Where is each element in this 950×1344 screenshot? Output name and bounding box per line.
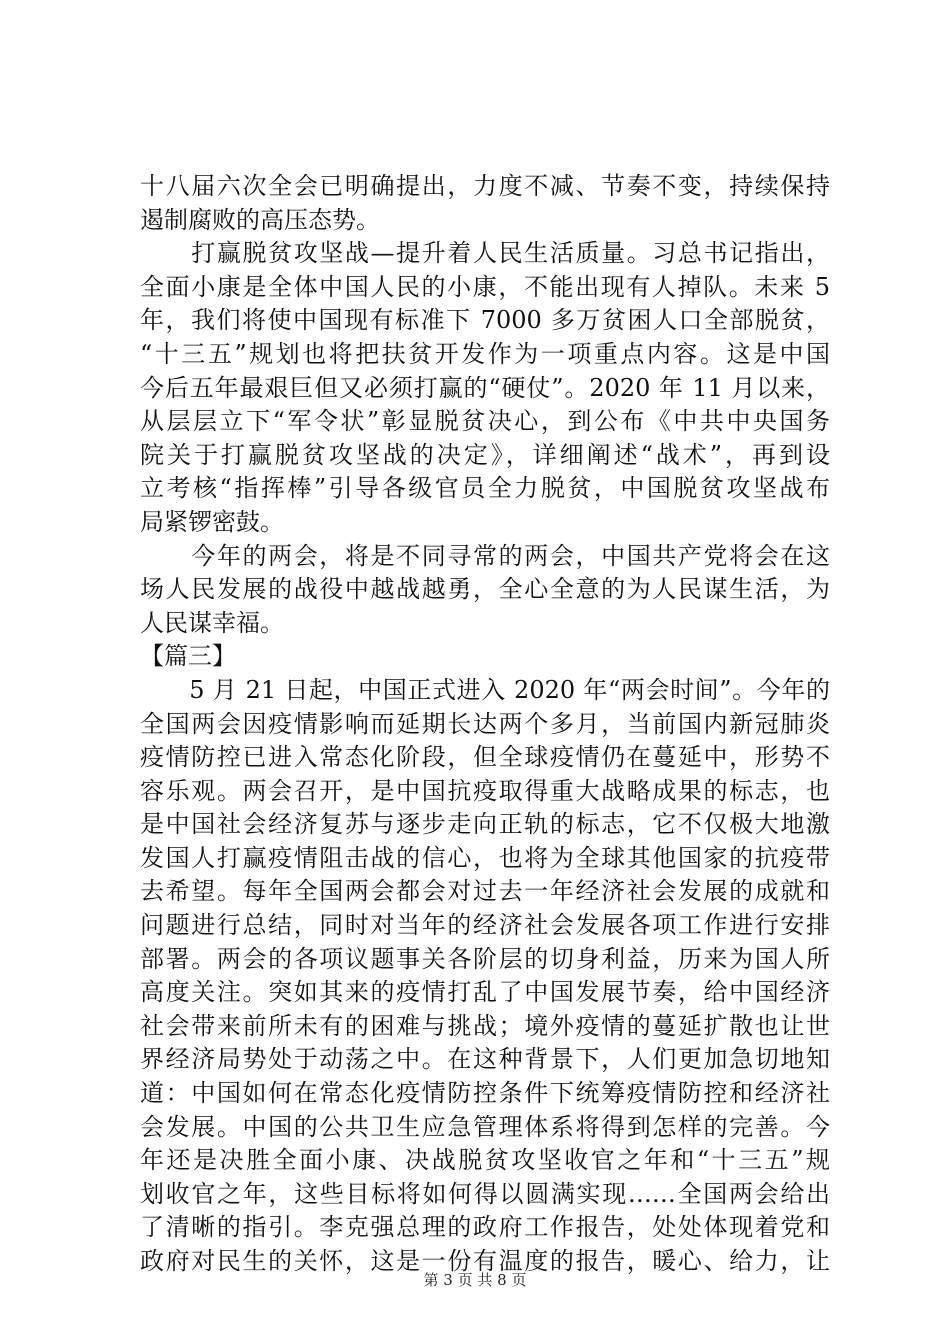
text-line: 今年的两会，将是不同寻常的两会，中国共产党将会在这 xyxy=(140,541,830,570)
text-line: 容乐观。两会召开，是中国抗疫取得重大战略成果的标志，也 xyxy=(140,776,830,805)
text-line: 局紧锣密鼓。 xyxy=(140,507,284,536)
text-line: 打赢脱贫攻坚战—提升着人民生活质量。习总书记指出， xyxy=(140,239,830,268)
text-line: 人民谋幸福。 xyxy=(140,608,284,637)
text-line: “十三五”规划也将把扶贫开发作为一项重点内容。这是中国 xyxy=(140,339,830,368)
text-line: 去希望。每年全国两会都会对过去一年经济社会发展的成就和 xyxy=(140,877,830,906)
text-line: 全国两会因疫情影响而延期长达两个多月，当前国内新冠肺炎 xyxy=(140,709,830,738)
text-line: 高度关注。突如其来的疫情打乱了中国发展节奏，给中国经济 xyxy=(140,978,830,1007)
text-line: 界经济局势处于动荡之中。在这种背景下，人们更加急切地知 xyxy=(140,1045,830,1074)
text-line: 社会带来前所未有的困难与挑战；境外疫情的蔓延扩散也让世 xyxy=(140,1011,830,1040)
text-line: 道：中国如何在常态化疫情防控条件下统筹疫情防控和经济社 xyxy=(140,1079,830,1108)
text-line: 从层层立下“军令状”彰显脱贫决心，到公布《中共中央国务 xyxy=(140,407,830,436)
text-line: 年还是决胜全面小康、决战脱贫攻坚收官之年和“十三五”规 xyxy=(140,1146,830,1175)
text-line: 划收官之年，这些目标将如何得以圆满实现……全国两会给出 xyxy=(140,1179,830,1208)
text-line: 会发展。中国的公共卫生应急管理体系将得到怎样的完善。今 xyxy=(140,1112,830,1141)
text-line: 全面小康是全体中国人民的小康，不能出现有人掉队。未来 5 xyxy=(140,272,830,301)
text-line: 疫情防控已进入常态化阶段，但全球疫情仍在蔓延中，形势不 xyxy=(140,743,830,772)
text-line: 十八届六次全会已明确提出，力度不减、节奏不变，持续保持 xyxy=(140,172,830,200)
text-line: 5 月 21 日起，中国正式进入 2020 年“两会时间”。今年的 xyxy=(140,675,830,704)
text-line: 问题进行总结，同时对当年的经济社会发展各项工作进行安排 xyxy=(140,911,830,940)
body-text xyxy=(140,170,830,1279)
text-line: 场人民发展的战役中越战越勇，全心全意的为人民谋生活，为 xyxy=(140,575,830,604)
page-footer: 第 3 页 共 8 页 xyxy=(423,1271,527,1289)
text-line: 了清晰的指引。李克强总理的政府工作报告，处处体现着党和 xyxy=(140,1213,830,1242)
text-line: 发国人打赢疫情阻击战的信心，也将为全球其他国家的抗疫带 xyxy=(140,843,830,872)
text-line: 部署。两会的各项议题事关各阶层的切身利益，历来为国人所 xyxy=(140,944,830,973)
text-line: 立考核“指挥棒”引导各级官员全力脱贫，中国脱贫攻坚战布 xyxy=(140,474,830,503)
text-line: 院关于打赢脱贫攻坚战的决定》，详细阐述“战术”，再到设 xyxy=(140,440,830,469)
text-line: 年，我们将使中国现有标准下 7000 多万贫困人口全部脱贫， xyxy=(140,306,830,335)
text-line: 遏制腐败的高压态势。 xyxy=(140,205,380,234)
text-line: 政府对民生的关怀，这是一份有温度的报告，暖心、给力，让 xyxy=(140,1247,830,1275)
section-heading: 【篇三】 xyxy=(140,642,236,671)
text-line: 今后五年最艰巨但又必须打赢的“硬仗”。2020 年 11 月以来， xyxy=(140,373,830,402)
text-line: 是中国社会经济复苏与逐步走向正轨的标志，它不仅极大地激 xyxy=(140,810,830,839)
